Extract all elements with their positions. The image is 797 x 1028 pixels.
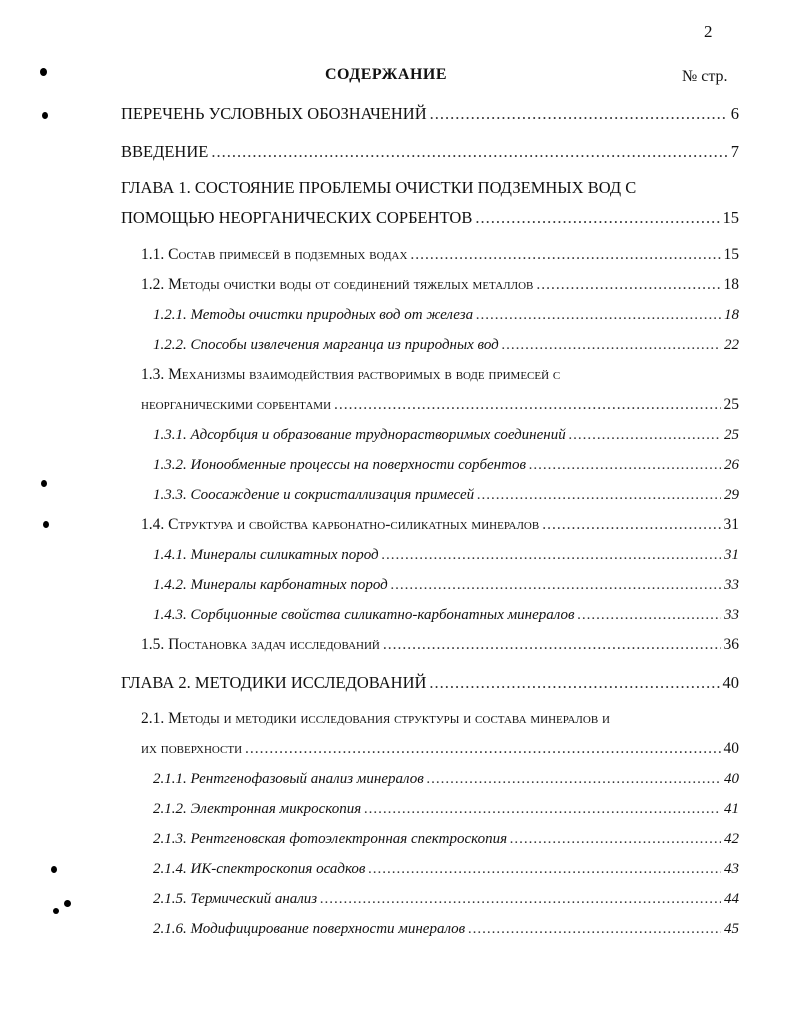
toc-entry-page: 25 (724, 427, 739, 443)
toc-entry (153, 605, 739, 625)
toc-entry-text: 1.2.1. Методы очистки природных вод от железа (153, 307, 474, 323)
toc-entry-page: 31 (724, 547, 739, 563)
toc-entry-line1: 2.1. Методы и методики исследования структуры и состава минералов и (141, 710, 610, 727)
toc-entry-text: 1.3.2. Ионообменные процессы на поверхности сорбентов (153, 457, 526, 473)
toc-entry-text: неорганическими сорбентами (141, 396, 332, 413)
toc-entry (121, 104, 739, 124)
toc-entry-page: 36 (723, 636, 739, 653)
dot-leader (475, 208, 719, 228)
dot-leader (569, 425, 721, 445)
toc-entry-text: 1.2. Методы очистки воды от соединений тяжелых металлов (141, 276, 534, 293)
toc-entry (141, 275, 739, 295)
dot-leader (427, 769, 721, 789)
dot-leader (542, 515, 720, 535)
toc-entry (141, 739, 739, 759)
toc-entry-text: 1.4.1. Минералы силикатных пород (153, 547, 379, 563)
toc-entry (153, 485, 739, 505)
scan-speck (41, 480, 47, 487)
toc-entry-text: 2.1.3. Рентгеновская фотоэлектронная спектроскопия (153, 831, 508, 847)
dot-leader (476, 305, 721, 325)
toc-entry (153, 455, 739, 475)
scan-speck (53, 908, 59, 914)
dot-leader (368, 859, 721, 879)
toc-entry (153, 769, 739, 789)
scan-speck (43, 521, 49, 528)
dot-leader (477, 485, 721, 505)
toc-entry-text: 2.1.1. Рентгенофазовый анализ минералов (153, 771, 424, 787)
dot-leader (334, 395, 720, 415)
toc-entry-text: 1.4.2. Минералы карбонатных пород (153, 577, 388, 593)
toc-entry-page: 40 (724, 771, 739, 787)
toc-entry-text: 2.1.4. ИК-спектроскопия осадков (153, 861, 366, 877)
toc-entry-text: 2.1.2. Электронная микроскопия (153, 801, 362, 817)
dot-leader (429, 673, 719, 693)
toc-entry (153, 919, 739, 939)
toc-entry (153, 425, 739, 445)
scan-speck (51, 866, 57, 873)
toc-entry-text: 1.4. Структура и свойства карбонатно-силикатных минералов (141, 516, 540, 533)
toc-entry-page: 26 (724, 457, 739, 473)
toc-entry-page: 42 (724, 831, 739, 847)
dot-leader (502, 335, 721, 355)
toc-entry (153, 829, 739, 849)
toc-entry (153, 889, 739, 909)
toc-entry-line1: 1.3. Механизмы взаимодействия растворимых в воде примесей с (141, 366, 561, 383)
toc-entry-text: ГЛАВА 2. МЕТОДИКИ ИССЛЕДОВАНИЙ (121, 673, 427, 692)
toc-entry-page: 43 (724, 861, 739, 877)
dot-leader (245, 739, 720, 759)
toc-entry (153, 799, 739, 819)
toc-entry-text: 1.3.3. Соосаждение и сокристаллизация примесей (153, 487, 475, 503)
toc-entry-page: 33 (724, 607, 739, 623)
dot-leader (391, 575, 721, 595)
toc-entry-page: 18 (723, 276, 739, 293)
toc-entry-page: 41 (724, 801, 739, 817)
toc-entry-text: ПОМОЩЬЮ НЕОРГАНИЧЕСКИХ СОРБЕНТОВ (121, 208, 473, 227)
toc-entry-page: 31 (723, 516, 739, 533)
scan-speck (42, 112, 48, 119)
toc-entry-page: 44 (724, 891, 739, 907)
dot-leader (529, 455, 721, 475)
dot-leader (536, 275, 720, 295)
toc-title: СОДЕРЖАНИЕ (325, 66, 448, 83)
toc-entry-page: 7 (730, 142, 739, 161)
toc-entry (121, 673, 739, 693)
toc-entry (121, 142, 739, 162)
dot-leader (364, 799, 721, 819)
dot-leader (382, 545, 721, 565)
toc-entry-page: 40 (722, 673, 739, 692)
toc-entry-page: 15 (723, 246, 739, 263)
page-number: 2 (704, 22, 713, 41)
toc-entry-text: 2.1.5. Термический анализ (153, 891, 318, 907)
toc-entry-page: 18 (724, 307, 739, 323)
toc-entry-page: 45 (724, 921, 739, 937)
dot-leader (320, 889, 721, 909)
toc-entry-page: 40 (723, 740, 739, 757)
toc-entry (153, 859, 739, 879)
toc-entry (141, 245, 739, 265)
dot-leader (410, 245, 720, 265)
toc-entry-text: 1.2.2. Способы извлечения марганца из природных вод (153, 337, 499, 353)
toc-entry (121, 208, 739, 228)
toc-entry (153, 575, 739, 595)
toc-entry-page: 33 (724, 577, 739, 593)
toc-entry-text: 2.1.6. Модифицирование поверхности минералов (153, 921, 466, 937)
toc-entry (153, 545, 739, 565)
scan-speck (64, 900, 71, 907)
toc-entry (153, 305, 739, 325)
toc-entry (141, 395, 739, 415)
dot-leader (430, 104, 728, 124)
dot-leader (211, 142, 727, 162)
toc-entry-page: 6 (730, 104, 739, 123)
dot-leader (383, 635, 721, 655)
toc-entry (141, 515, 739, 535)
toc-entry-page: 25 (723, 396, 739, 413)
toc-entry-page: 22 (724, 337, 739, 353)
toc-entry-text: 1.1. Состав примесей в подземных водах (141, 246, 408, 263)
toc-entry-page: 15 (722, 208, 739, 227)
toc-entry (141, 635, 739, 655)
dot-leader (510, 829, 721, 849)
toc-entry-text: 1.5. Постановка задач исследований (141, 636, 380, 653)
toc-entry (153, 335, 739, 355)
toc-entry-text: их поверхности (141, 740, 243, 757)
scan-speck (40, 68, 47, 76)
toc-entry-text: ВВЕДЕНИЕ (121, 142, 209, 161)
toc-entry-text: ПЕРЕЧЕНЬ УСЛОВНЫХ ОБОЗНАЧЕНИЙ (121, 104, 427, 123)
toc-entry-text: 1.3.1. Адсорбция и образование труднорастворимых соединений (153, 427, 566, 443)
page-column-label: № стр. (682, 68, 728, 85)
toc-entry-text: 1.4.3. Сорбционные свойства силикатно-карбонатных минералов (153, 607, 575, 623)
dot-leader (468, 919, 721, 939)
toc-entry-line1: ГЛАВА 1. СОСТОЯНИЕ ПРОБЛЕМЫ ОЧИСТКИ ПОДЗЕМНЫХ ВОД С (121, 178, 637, 197)
dot-leader (578, 605, 721, 625)
toc-entry-page: 29 (724, 487, 739, 503)
